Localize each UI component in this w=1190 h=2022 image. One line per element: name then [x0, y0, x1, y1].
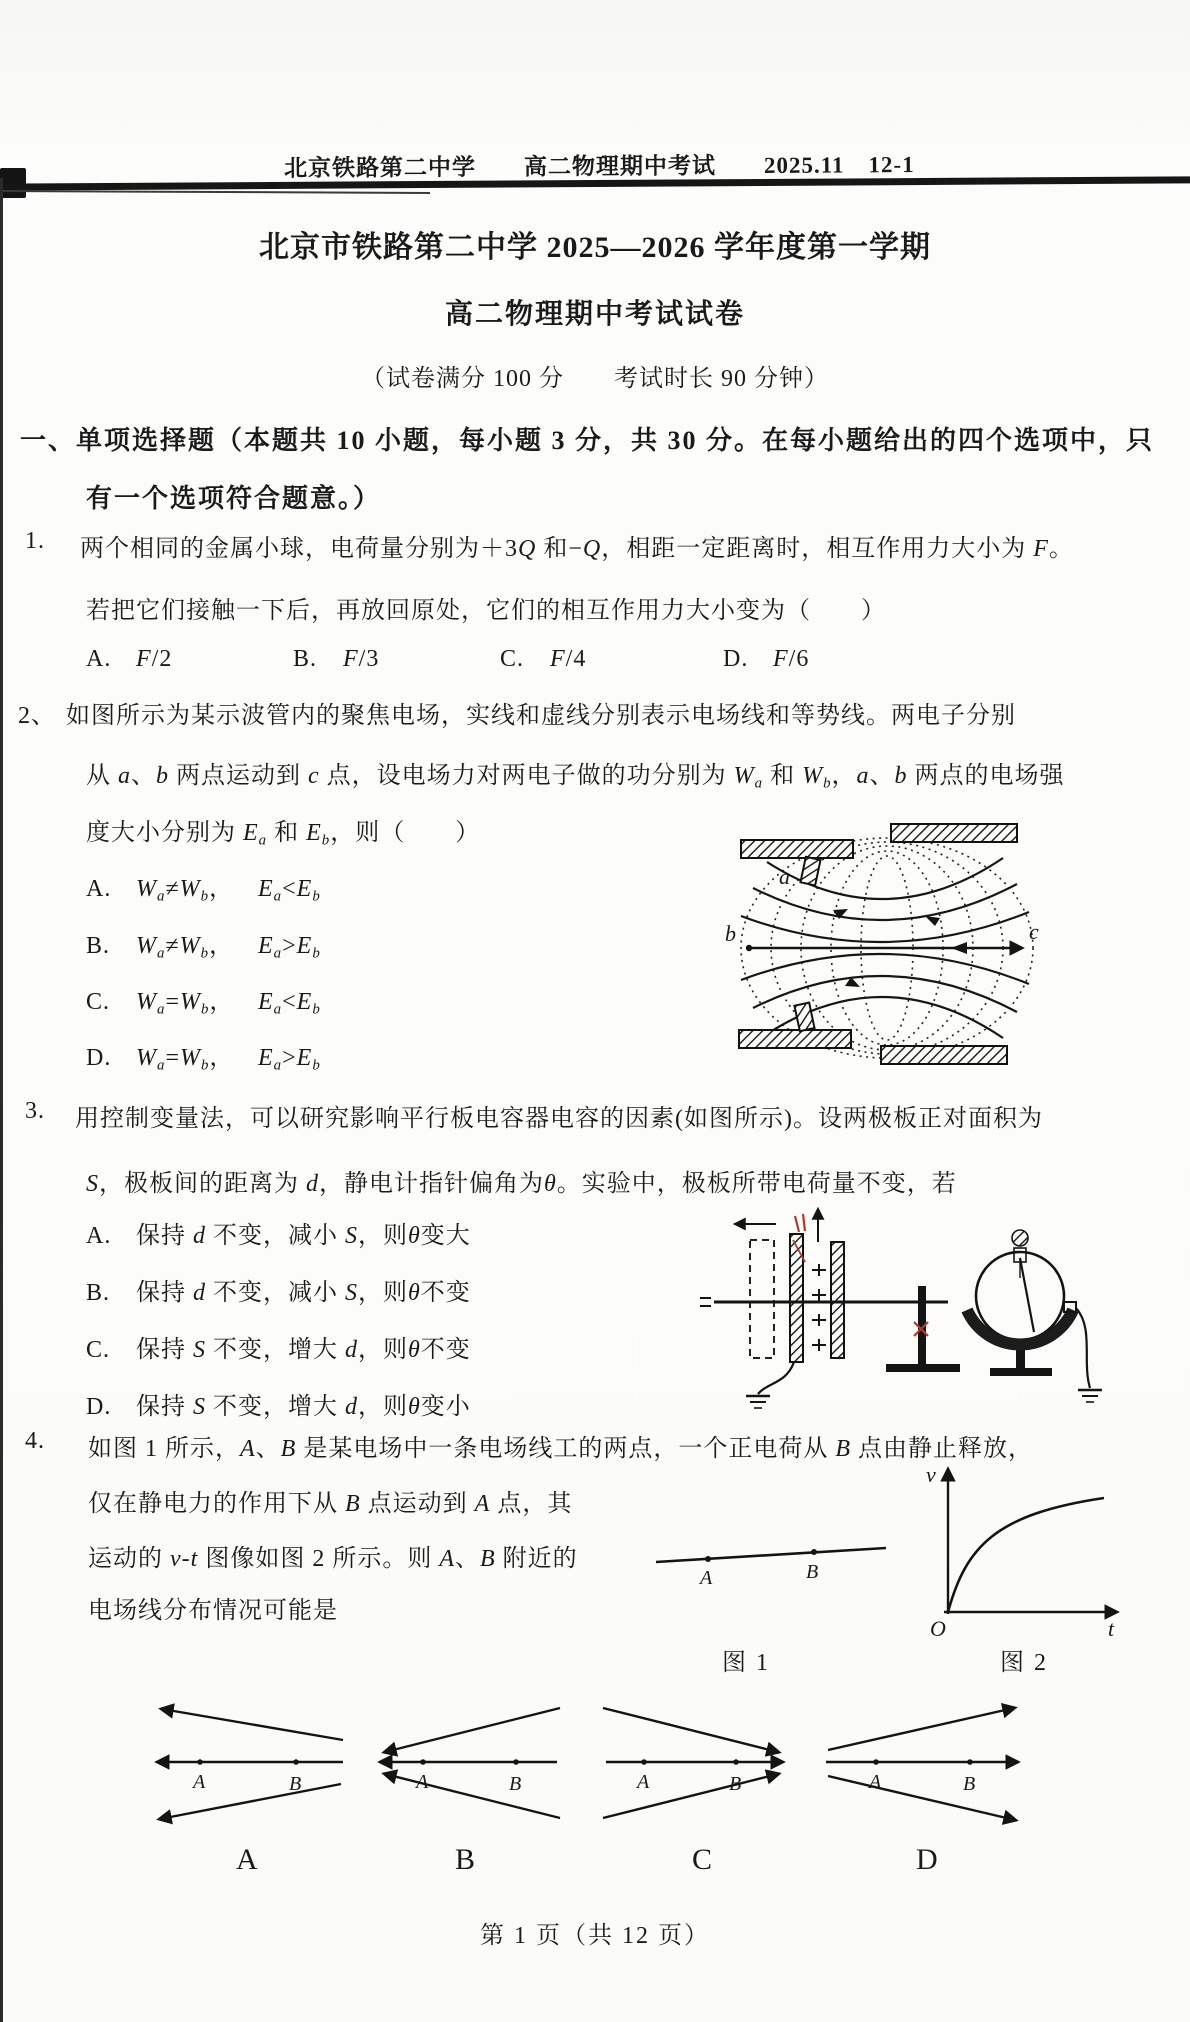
- q1-option-d[interactable]: [723, 646, 809, 673]
- q4-stem-line4: 电场线分布情况可能是: [88, 1598, 338, 1624]
- q2-option-d[interactable]: [86, 1037, 321, 1074]
- q2-figure-focusing-field: [715, 820, 1055, 1072]
- q2-option-b-label: B.: [86, 933, 111, 959]
- ground-symbol-right: [1078, 1390, 1102, 1402]
- field-lines: [381, 1708, 560, 1818]
- q2-option-a-work: Wa≠Wb，: [136, 876, 235, 905]
- q3-option-a-label: A.: [86, 1223, 112, 1249]
- electrode-plates: [739, 824, 1017, 1064]
- label-a: A: [193, 1771, 206, 1793]
- wire-left: [758, 1362, 794, 1394]
- q2-option-b[interactable]: [86, 925, 321, 962]
- answer-letter-d[interactable]: D: [916, 1843, 938, 1876]
- q1-option-c-label: C.: [500, 646, 525, 672]
- vt-curve: [948, 1498, 1104, 1612]
- label-b: B: [729, 1773, 742, 1795]
- q1-option-b-label: B.: [293, 646, 318, 672]
- q1-option-c-value: F/4: [550, 646, 587, 672]
- label-b: B: [963, 1773, 976, 1795]
- red-pen-marks: [793, 1214, 928, 1336]
- q2-point-b-dot: [746, 945, 752, 951]
- q1-number: 1.: [25, 528, 45, 554]
- q2-option-c-field: Ea<Eb: [258, 989, 321, 1018]
- field-lines: [826, 1708, 1017, 1820]
- field-lines: [158, 1709, 343, 1819]
- point-a-dot: [641, 1759, 647, 1765]
- q1-option-c[interactable]: [500, 646, 586, 673]
- fig1-caption: 图 1: [722, 1650, 770, 1676]
- q2-option-c-label: C.: [86, 989, 111, 1015]
- exam-subtitle: 高二物理期中考试试卷: [444, 299, 745, 330]
- fig2-caption: 图 2: [1000, 1650, 1048, 1676]
- q2-option-d-work: Wa=Wb，: [136, 1045, 235, 1074]
- q1-option-a-value: F/2: [136, 646, 173, 672]
- point-a-dot: [420, 1759, 426, 1765]
- fig1-label-a: A: [700, 1567, 713, 1589]
- q2-number: 2、: [18, 703, 56, 729]
- q1-stem-line2: 若把它们接触一下后，再放回原处，它们的相互作用力大小变为（ ）: [86, 598, 886, 624]
- section1-heading-line1: 一、单项选择题（本题共 10 小题，每小题 3 分，共 30 分。在每小题给出的四个选项中，只: [20, 426, 1155, 455]
- q3-figure-capacitor-electrometer: [690, 1198, 1100, 1416]
- q3-option-b-text: 保持 d 不变，减小 S，则θ不变: [136, 1280, 471, 1306]
- field-lines: [603, 1708, 782, 1818]
- q3-option-a-text: 保持 d 不变，减小 S，则θ变大: [136, 1223, 471, 1249]
- q4-figure2-vt-graph: [918, 1462, 1128, 1642]
- point-a-dot: [705, 1556, 711, 1562]
- capacitor-right-plate: [831, 1242, 844, 1358]
- fig2-label-v: v: [926, 1462, 936, 1487]
- q4-answer-b-diagram[interactable]: [375, 1700, 565, 1830]
- q2-option-b-work: Wa≠Wb，: [136, 933, 235, 962]
- answer-letter-c[interactable]: C: [692, 1843, 713, 1876]
- q4-figure1-field-line: [652, 1528, 892, 1588]
- ground-symbol-left: [746, 1396, 770, 1408]
- exam-title: 北京市铁路第二中学 2025—2026 学年度第一学期: [259, 231, 931, 264]
- wire-right: [1076, 1308, 1090, 1388]
- q3-option-d-text: 保持 S 不变，增大 d，则θ变小: [136, 1394, 471, 1420]
- q2-stem-line3: 度大小分别为 Ea 和 Eb，则（ ）: [86, 820, 481, 849]
- exam-info-line: （试卷满分 100 分 考试时长 90 分钟）: [361, 366, 829, 392]
- electrometer-stand-post: [1016, 1350, 1025, 1368]
- q2-option-b-field: Ea>Eb: [258, 933, 321, 962]
- q3-option-d[interactable]: [86, 1386, 471, 1421]
- q2-stem-line2: 从 a、b 两点运动到 c 点，设电场力对两电子做的功分别为 Wa 和 Wb，a、b 两点的电场强: [86, 763, 1065, 792]
- q3-option-c[interactable]: [86, 1329, 471, 1364]
- q1-option-a[interactable]: [86, 646, 172, 673]
- q3-option-b[interactable]: [86, 1272, 471, 1307]
- page-footer: 第 1 页（共 12 页）: [480, 1923, 710, 1949]
- q3-number: 3.: [25, 1098, 45, 1124]
- label-a: A: [416, 1771, 429, 1793]
- header-divider-rule-shadow: [0, 190, 430, 194]
- point-b-dot: [513, 1759, 519, 1765]
- answer-letter-a[interactable]: A: [236, 1843, 258, 1876]
- q2-label-c: c: [1029, 919, 1039, 944]
- scan-left-edge: [0, 178, 3, 2022]
- q3-stem-line1: 用控制变量法，可以研究影响平行板电容器电容的因素(如图所示)。设两极板正对面积为: [75, 1106, 1043, 1132]
- q4-stem-line1: 如图 1 所示，A、B 是某电场中一条电场线工的两点，一个正电荷从 B 点由静止释放，: [88, 1436, 1034, 1462]
- plate-previous-position-dashed: [750, 1240, 774, 1358]
- q2-label-b: b: [725, 921, 736, 946]
- q4-answer-d-diagram[interactable]: [818, 1700, 1023, 1830]
- q4-stem-line2: 仅在静电力的作用下从 B 点运动到 A 点，其: [88, 1491, 573, 1517]
- fig2-label-o: O: [930, 1616, 946, 1641]
- q3-stem-line2: S，极板间的距离为 d，静电计指针偏角为θ。实验中，极板所带电荷量不变，若: [86, 1171, 957, 1197]
- q3-option-a[interactable]: [86, 1215, 471, 1250]
- q1-option-d-value: F/6: [773, 646, 810, 672]
- q4-answer-c-diagram[interactable]: [598, 1700, 788, 1830]
- point-b-dot: [733, 1759, 739, 1765]
- fig2-label-t: t: [1108, 1616, 1115, 1641]
- label-a: A: [869, 1771, 882, 1793]
- q2-label-a: a: [779, 864, 790, 889]
- point-b-dot: [967, 1759, 973, 1765]
- fig1-label-b: B: [806, 1561, 819, 1583]
- q2-axis-mid-arrow: [951, 942, 967, 954]
- field-line: [656, 1548, 886, 1562]
- q1-option-d-label: D.: [723, 646, 749, 672]
- q1-option-a-label: A.: [86, 646, 112, 672]
- q2-stem-line1: 如图所示为某示波管内的聚焦电场，实线和虚线分别表示电场线和等势线。两电子分别: [66, 703, 1016, 729]
- electrometer-cradle: [967, 1310, 1073, 1344]
- q1-option-b[interactable]: [293, 646, 379, 673]
- q1-option-b-value: F/3: [343, 646, 380, 672]
- q4-number: 4.: [25, 1428, 45, 1454]
- q3-option-c-text: 保持 S 不变，增大 d，则θ不变: [136, 1337, 471, 1363]
- point-b-dot: [293, 1759, 299, 1765]
- rod-end-marks: [700, 1298, 711, 1306]
- section1-heading-line2: 有一个选项符合题意。）: [86, 484, 382, 513]
- page-header: 北京铁路第二中学 高二物理期中考试 2025.11 12-1: [283, 152, 915, 181]
- q3-option-d-label: D.: [86, 1394, 112, 1420]
- q3-option-b-label: B.: [86, 1280, 111, 1306]
- q2-option-c-work: Wa=Wb，: [136, 989, 235, 1018]
- electrometer-needle: [1020, 1258, 1034, 1332]
- point-a-dot: [873, 1759, 879, 1765]
- electrometer-stand-base: [990, 1368, 1052, 1376]
- label-b: B: [289, 1773, 302, 1795]
- q2-option-a-label: A.: [86, 876, 112, 902]
- point-b-dot: [811, 1549, 817, 1555]
- q2-option-c[interactable]: [86, 981, 321, 1018]
- q2-option-a-field: Ea<Eb: [258, 876, 321, 905]
- q1-stem-line1: 两个相同的金属小球，电荷量分别为＋3Q 和−Q，相距一定距离时，相互作用力大小为 F。: [80, 536, 1074, 562]
- label-a: A: [637, 1771, 650, 1793]
- answer-letter-b[interactable]: B: [455, 1843, 476, 1876]
- q4-answer-a-diagram[interactable]: [148, 1700, 353, 1830]
- charge-marks: [812, 1264, 826, 1351]
- label-b: B: [509, 1773, 522, 1795]
- q2-option-d-field: Ea>Eb: [258, 1045, 321, 1074]
- q4-stem-line3: 运动的 v-t 图像如图 2 所示。则 A、B 附近的: [88, 1546, 578, 1572]
- q2-option-a[interactable]: [86, 868, 321, 905]
- point-a-dot: [197, 1759, 203, 1765]
- stand-base: [886, 1364, 960, 1372]
- q3-option-c-label: C.: [86, 1337, 111, 1363]
- electrometer-knob: [1012, 1230, 1028, 1246]
- q2-option-d-label: D.: [86, 1045, 112, 1071]
